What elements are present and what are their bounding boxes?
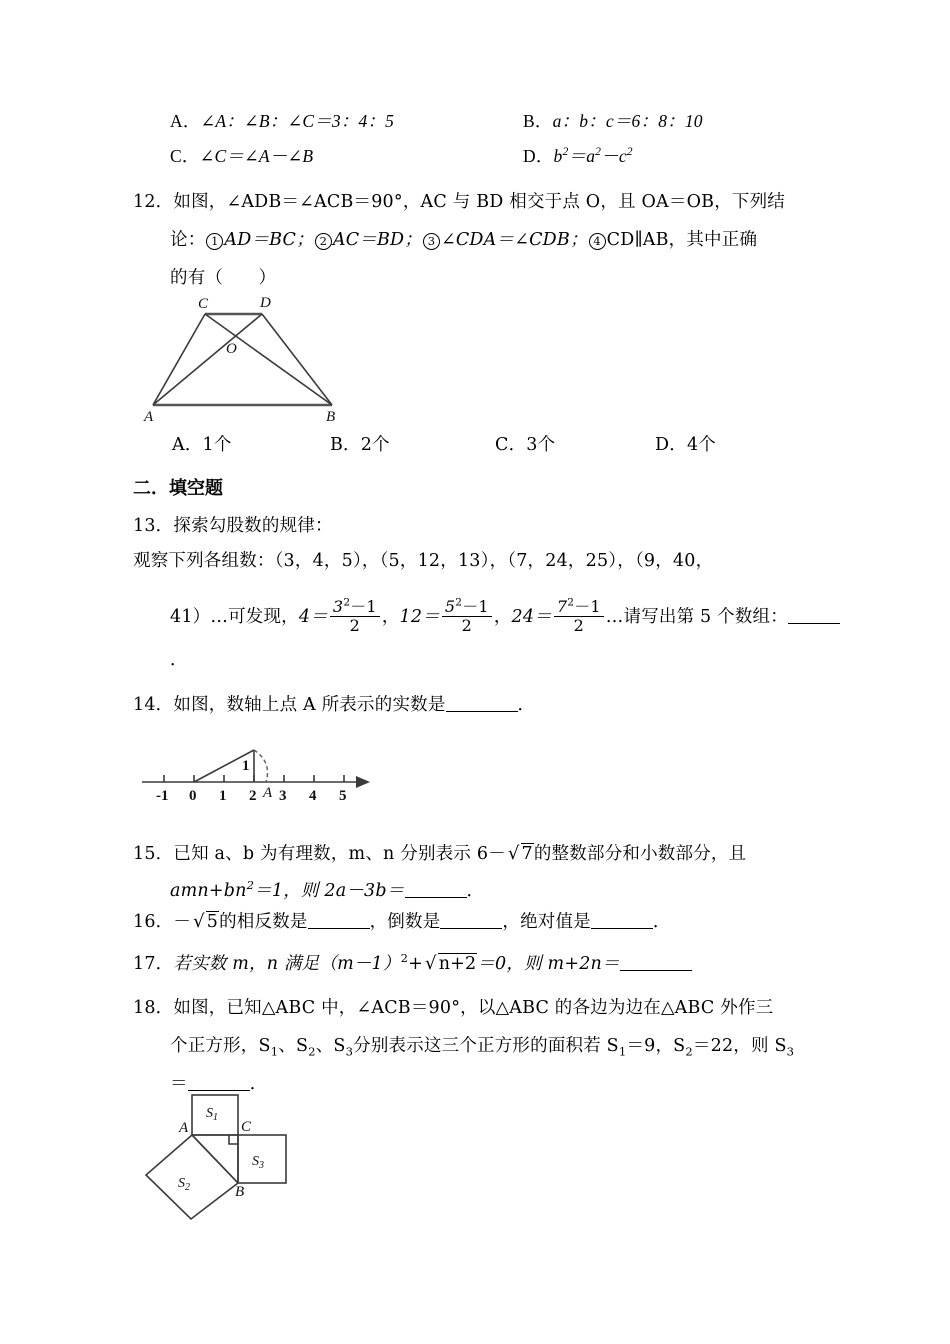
q11-option-d-b: b — [553, 146, 563, 166]
q13-frac-2-lhs: 12＝ — [399, 607, 440, 627]
q16-text-1: 的相反数是 — [219, 912, 308, 932]
q15-expr-mid: ＝1，则 2a－3b＝ — [254, 881, 405, 901]
q12-vertex-label-O: O — [226, 341, 237, 357]
q15-text-pre: 已知 a、b 为有理数，m、n 分别表示 6－ — [173, 844, 506, 864]
q12-vertex-label-D: D — [260, 295, 271, 311]
q15-expr-post: ． — [466, 881, 485, 901]
q13-fraction-1 — [330, 596, 380, 635]
q18-value-1: ＝9，S — [626, 1036, 686, 1056]
q17-text-mid: ＝0，则 m+2n＝ — [477, 954, 620, 974]
q14-tick-label-minus1: -1 — [156, 788, 169, 804]
q17-text-pre: 若实数 m，n 满足（m－1） — [173, 954, 401, 974]
q12-circled-1: 1 — [206, 233, 223, 250]
q18-s1-sub: 1 — [270, 1044, 279, 1059]
q16-line — [133, 913, 671, 932]
q13-frac-1-den: 2 — [349, 616, 361, 635]
q12-option-c — [495, 437, 555, 455]
q13-frac-1-num-exp: 2 — [343, 596, 351, 609]
q16-minus: － — [173, 912, 192, 932]
q12-line-1 — [133, 194, 785, 212]
q14-text-pre: 如图，数轴上点 A 所表示的实数是 — [173, 695, 446, 715]
q18-s1b-sub: 1 — [618, 1044, 627, 1059]
q11-option-a — [170, 113, 394, 131]
q11-option-d-a-exp: 2 — [595, 146, 602, 159]
q13-number: 13． — [133, 516, 174, 536]
q13-frac-2-num-base: 5 — [444, 597, 456, 616]
q18-value-2: ＝22，则 S — [692, 1036, 787, 1056]
q11-option-d-c-exp: 2 — [626, 146, 633, 159]
q18-square-label-S2: $S_2$ — [178, 1176, 190, 1193]
q12-text-1: 如图，∠ADB＝∠ACB＝90°，AC 与 BD 相交于点 O，且 OA＝OB，下列结 — [173, 192, 786, 212]
q16-answer-blank-2[interactable] — [440, 928, 502, 929]
q11-option-d-label: D． — [523, 146, 554, 166]
q12-line-2 — [170, 232, 757, 250]
q15-expr-pre: amn+bn — [170, 881, 247, 901]
q18-answer-blank[interactable] — [188, 1090, 250, 1091]
q15-line-1 — [133, 845, 746, 864]
q18-line-3 — [170, 1076, 267, 1094]
q18-figure-three-squares — [145, 1095, 315, 1220]
q14-tick-label-5: 5 — [339, 788, 347, 804]
q13-line-3 — [170, 596, 840, 635]
q11-option-d-minus: － — [601, 146, 619, 166]
q18-text-2-pre: 个正方形，S — [170, 1036, 271, 1056]
q13-line-1 — [133, 518, 333, 536]
q15-sqrt: √ 7 — [507, 843, 533, 864]
q11-option-c-label: C． — [170, 146, 200, 166]
q13-frac-2-num-exp: 2 — [455, 596, 463, 609]
q12-vertex-label-C: C — [198, 296, 209, 312]
q17-sqrt: √ n+2 — [425, 953, 477, 974]
q12-option-b-text: 2个 — [360, 435, 390, 455]
q18-line-1 — [133, 1000, 773, 1018]
q13-sep-1: ， — [381, 607, 400, 627]
q18-sep-2: 、S — [315, 1036, 346, 1056]
q18-text-3-post: ． — [249, 1074, 268, 1094]
q12-figure-trapezoid — [140, 295, 355, 423]
q13-fraction-2 — [442, 596, 492, 635]
q11-option-b-text: a：b：c＝6：8：10 — [552, 111, 703, 131]
q12-option-c-text: 3个 — [526, 435, 556, 455]
section-2-title: 二．填空题 — [133, 478, 223, 499]
q17-number: 17． — [133, 954, 174, 974]
q16-radicand: 5 — [206, 912, 219, 932]
q12-option-c-label: C． — [495, 435, 527, 455]
q18-square-label-S3: $S_3$ — [252, 1154, 264, 1171]
q13-fraction-3 — [554, 596, 604, 635]
q14-figure-number-line — [138, 742, 388, 812]
q18-square-label-S1: $S_1$ — [206, 1106, 218, 1123]
q18-s2b-sub: 2 — [685, 1044, 693, 1059]
q12-option-d-text: 4个 — [686, 435, 716, 455]
q13-frac-1-lhs: 4＝ — [298, 607, 328, 627]
q18-vertex-label-A: A — [179, 1120, 189, 1136]
q14-tick-label-2: 2 — [249, 788, 257, 804]
q18-s3b-sub: 3 — [786, 1044, 795, 1059]
q11-option-d-a: a — [586, 146, 596, 166]
q12-claim-3: ∠CDA＝∠CDB； — [440, 230, 588, 250]
q12-option-b — [330, 437, 390, 455]
q12-option-d — [655, 437, 716, 455]
q11-option-a-label: A． — [170, 111, 201, 131]
q12-circled-4: 4 — [589, 233, 606, 250]
q17-radicand: n+2 — [438, 954, 477, 974]
q18-text-1: 如图，已知△ABC 中，∠ACB＝90°，以△ABC 的各边为边在△ABC 外作三 — [173, 998, 774, 1018]
q18-text-3-pre: ＝ — [170, 1074, 188, 1094]
q11-option-b-label: B． — [523, 111, 553, 131]
q16-sqrt: √ 5 — [193, 911, 219, 932]
q14-tick-label-1: 1 — [219, 788, 227, 804]
q18-vertex-label-C: C — [241, 1119, 252, 1135]
q15-answer-blank[interactable] — [405, 897, 467, 898]
q13-frac-3-num-exp: 2 — [567, 596, 575, 609]
q14-point-label-A: A — [263, 785, 273, 801]
q12-vertex-label-A: A — [144, 409, 154, 425]
q17-exp: 2 — [400, 951, 409, 966]
q12-claim-2: AC＝BD； — [332, 230, 422, 250]
q12-text-2-pre: 论： — [170, 230, 206, 250]
q12-number: 12． — [133, 192, 174, 212]
q12-option-b-label: B． — [330, 435, 361, 455]
q18-s3-sub: 3 — [345, 1044, 354, 1059]
q13-sep-2: ， — [493, 607, 512, 627]
q15-line-2 — [170, 878, 485, 901]
q13-line-2: 观察下列各组数：（3，4，5），（5，12，13），（7，24，25），（9，40， — [133, 551, 714, 571]
q18-s2-sub: 2 — [308, 1044, 316, 1059]
q14-tick-label-3: 3 — [279, 788, 287, 804]
q17-line — [133, 951, 692, 974]
q14-answer-blank[interactable] — [446, 711, 518, 712]
q15-radicand: 7 — [521, 844, 533, 864]
q13-text-1: 探索勾股数的规律： — [173, 516, 333, 536]
q18-number: 18． — [133, 998, 174, 1018]
q12-line-3: 的有（ ） — [170, 268, 277, 288]
q14-number: 14． — [133, 695, 174, 715]
q13-frac-3-lhs: 24＝ — [511, 607, 552, 627]
q12-option-a — [172, 437, 232, 455]
q17-plus: + — [408, 954, 424, 974]
q13-frac-2-num-tail: －1 — [462, 597, 489, 616]
q16-answer-blank-3[interactable] — [591, 928, 653, 929]
q13-frac-3-num-base: 7 — [556, 597, 568, 616]
q14-text-post: ． — [517, 695, 536, 715]
q16-text-2: ，倒数是 — [369, 912, 441, 932]
q13-frac-1-num-base: 3 — [332, 597, 344, 616]
q11-option-c — [170, 148, 313, 166]
q11-option-d-b-exp: 2 — [562, 146, 569, 159]
q12-option-d-label: D． — [655, 435, 687, 455]
q12-circled-3: 3 — [423, 233, 440, 250]
q16-answer-blank-1[interactable] — [308, 928, 370, 929]
q14-tick-label-4: 4 — [309, 788, 317, 804]
q16-text-4: ． — [652, 912, 671, 932]
q14-line-1 — [133, 697, 535, 715]
q13-frac-3-den: 2 — [573, 616, 585, 635]
q12-option-a-label: A． — [172, 435, 203, 455]
q13-text-3-pre: 41）…可发现， — [170, 607, 299, 627]
q18-sep-1: 、S — [278, 1036, 309, 1056]
q12-claim-1: AD＝BC； — [224, 230, 314, 250]
q16-number: 16． — [133, 912, 174, 932]
q13-line-4: ． — [170, 650, 188, 670]
q14-height-label: 1 — [242, 758, 250, 774]
q12-vertex-label-B: B — [326, 409, 336, 425]
q16-text-3: ，绝对值是 — [502, 912, 591, 932]
q12-circled-2: 2 — [315, 233, 332, 250]
q13-answer-blank[interactable] — [788, 623, 840, 624]
q11-option-c-text: ∠C＝∠A－∠B — [199, 146, 314, 166]
q18-text-2-mid: 分别表示这三个正方形的面积若 S — [353, 1036, 619, 1056]
q17-answer-blank[interactable] — [620, 970, 692, 971]
q14-tick-label-0: 0 — [189, 788, 197, 804]
q13-text-3-post: …请写出第 5 个数组： — [605, 607, 788, 627]
q13-frac-3-num-tail: －1 — [574, 597, 601, 616]
q13-frac-2-den: 2 — [461, 616, 473, 635]
q15-expr-exp: 2 — [246, 878, 255, 893]
q15-text-post: 的整数部分和小数部分，且 — [533, 844, 747, 864]
q12-option-a-text: 1个 — [202, 435, 232, 455]
q18-line-2 — [170, 1036, 795, 1059]
q11-option-b — [523, 113, 703, 131]
q15-number: 15． — [133, 844, 174, 864]
q11-option-d-eq: ＝ — [568, 146, 587, 166]
q18-vertex-label-B: B — [235, 1184, 245, 1200]
q11-option-d-c: c — [618, 146, 627, 166]
q13-frac-1-num-tail: －1 — [350, 597, 377, 616]
q11-option-d — [523, 148, 633, 166]
q11-option-a-text: ∠A：∠B：∠C＝3：4：5 — [200, 111, 395, 131]
q12-claim-4: CD∥AB，其中正确 — [606, 230, 758, 250]
